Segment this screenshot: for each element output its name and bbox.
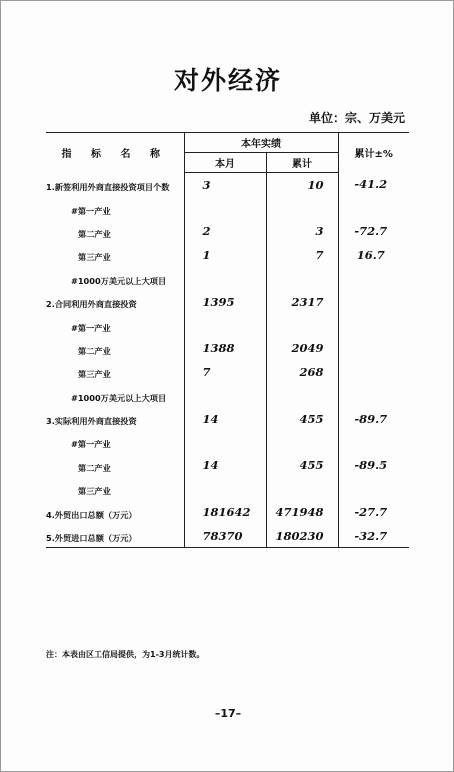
cell-this-month: 14 <box>184 454 266 477</box>
row-label: 2.合同利用外商直接投资 <box>46 299 137 310</box>
header-cumulative: 累计 <box>266 153 338 173</box>
page-number: –17– <box>214 707 242 720</box>
cell-cumulative: 2317 <box>266 290 338 313</box>
table-row <box>46 196 409 219</box>
cell-cumulative: 268 <box>266 360 338 383</box>
cell-cumulative: 471948 <box>266 500 338 523</box>
cell-cumulative <box>266 267 338 290</box>
row-label: 第三产业 <box>78 252 111 263</box>
table-header <box>46 133 409 173</box>
table-row <box>46 454 409 477</box>
cell-this-month <box>184 430 266 453</box>
cell-cumulative: 455 <box>266 407 338 430</box>
table-row <box>46 384 409 407</box>
cell-cumulative <box>266 313 338 336</box>
cell-cumulative-change <box>338 267 409 290</box>
cell-cumulative-change: -41.2 <box>338 173 409 197</box>
cell-this-month <box>184 313 266 336</box>
cell-cumulative <box>266 477 338 500</box>
row-label: 第二产业 <box>78 345 111 356</box>
cell-this-month: 14 <box>184 407 266 430</box>
cell-this-month: 3 <box>184 173 266 197</box>
row-label: 4.外贸出口总额（万元） <box>46 509 137 520</box>
header-this-month: 本月 <box>184 153 266 173</box>
cell-cumulative: 455 <box>266 454 338 477</box>
cell-cumulative-change: -27.7 <box>338 500 409 523</box>
table-row <box>46 243 409 266</box>
row-label: 第二产业 <box>78 462 111 473</box>
cell-cumulative-change: -72.7 <box>338 220 409 243</box>
footnote: 注：本表由区工信局提供，为1-3月统计数。 <box>46 650 205 659</box>
row-label: 第二产业 <box>78 228 111 239</box>
table-body <box>46 173 409 548</box>
row-label: 第三产业 <box>78 369 111 380</box>
cell-cumulative-change <box>338 384 409 407</box>
cell-cumulative-change <box>338 477 409 500</box>
cell-this-month <box>184 477 266 500</box>
page-title: 对外经济 <box>173 66 282 95</box>
row-label: #第一产业 <box>71 322 111 333</box>
cell-cumulative-change <box>338 290 409 313</box>
row-label: 5.外贸进口总额（万元） <box>46 533 137 544</box>
table-row <box>46 313 409 336</box>
table-row <box>46 220 409 243</box>
cell-cumulative-change: 16.7 <box>338 243 409 266</box>
row-label: 1.新签利用外商直接投资项目个数 <box>46 181 170 192</box>
header-indicator-name: 指 标 名 称 <box>46 133 184 173</box>
row-label: #1000万美元以上大项目 <box>71 392 167 403</box>
table-row <box>46 430 409 453</box>
cell-cumulative-change: -32.7 <box>338 524 409 548</box>
cell-cumulative-change <box>338 196 409 219</box>
row-label: 3.实际利用外商直接投资 <box>46 416 137 427</box>
cell-this-month <box>184 267 266 290</box>
cell-cumulative: 3 <box>266 220 338 243</box>
cell-cumulative-change: -89.5 <box>338 454 409 477</box>
header-current-year: 本年实绩 <box>184 133 338 153</box>
cell-this-month: 78370 <box>184 524 266 548</box>
cell-cumulative: 180230 <box>266 524 338 548</box>
table-row <box>46 524 409 548</box>
cell-this-month: 1388 <box>184 337 266 360</box>
row-label: #第一产业 <box>71 439 111 450</box>
cell-this-month: 2 <box>184 220 266 243</box>
cell-this-month <box>184 384 266 407</box>
unit-label: 单位：宗、万美元 <box>308 111 405 125</box>
table-row <box>46 267 409 290</box>
statistics-table <box>46 132 409 548</box>
cell-cumulative: 7 <box>266 243 338 266</box>
table-row <box>46 360 409 383</box>
cell-cumulative <box>266 384 338 407</box>
cell-cumulative-change <box>338 430 409 453</box>
table-row <box>46 173 409 197</box>
cell-this-month <box>184 196 266 219</box>
cell-cumulative-change: -89.7 <box>338 407 409 430</box>
header-cumulative-change: 累计±% <box>338 133 409 173</box>
cell-cumulative-change <box>338 313 409 336</box>
table-row <box>46 337 409 360</box>
table-row <box>46 500 409 523</box>
cell-cumulative: 10 <box>266 173 338 197</box>
table-row <box>46 290 409 313</box>
cell-cumulative <box>266 430 338 453</box>
row-label: #第一产业 <box>71 205 111 216</box>
cell-cumulative <box>266 196 338 219</box>
cell-cumulative: 2049 <box>266 337 338 360</box>
row-label: #1000万美元以上大项目 <box>71 275 167 286</box>
table-row <box>46 407 409 430</box>
cell-this-month: 1395 <box>184 290 266 313</box>
cell-this-month: 1 <box>184 243 266 266</box>
cell-cumulative-change <box>338 337 409 360</box>
row-label: 第三产业 <box>78 486 111 497</box>
cell-cumulative-change <box>338 360 409 383</box>
cell-this-month: 181642 <box>184 500 266 523</box>
cell-this-month: 7 <box>184 360 266 383</box>
table-row <box>46 477 409 500</box>
